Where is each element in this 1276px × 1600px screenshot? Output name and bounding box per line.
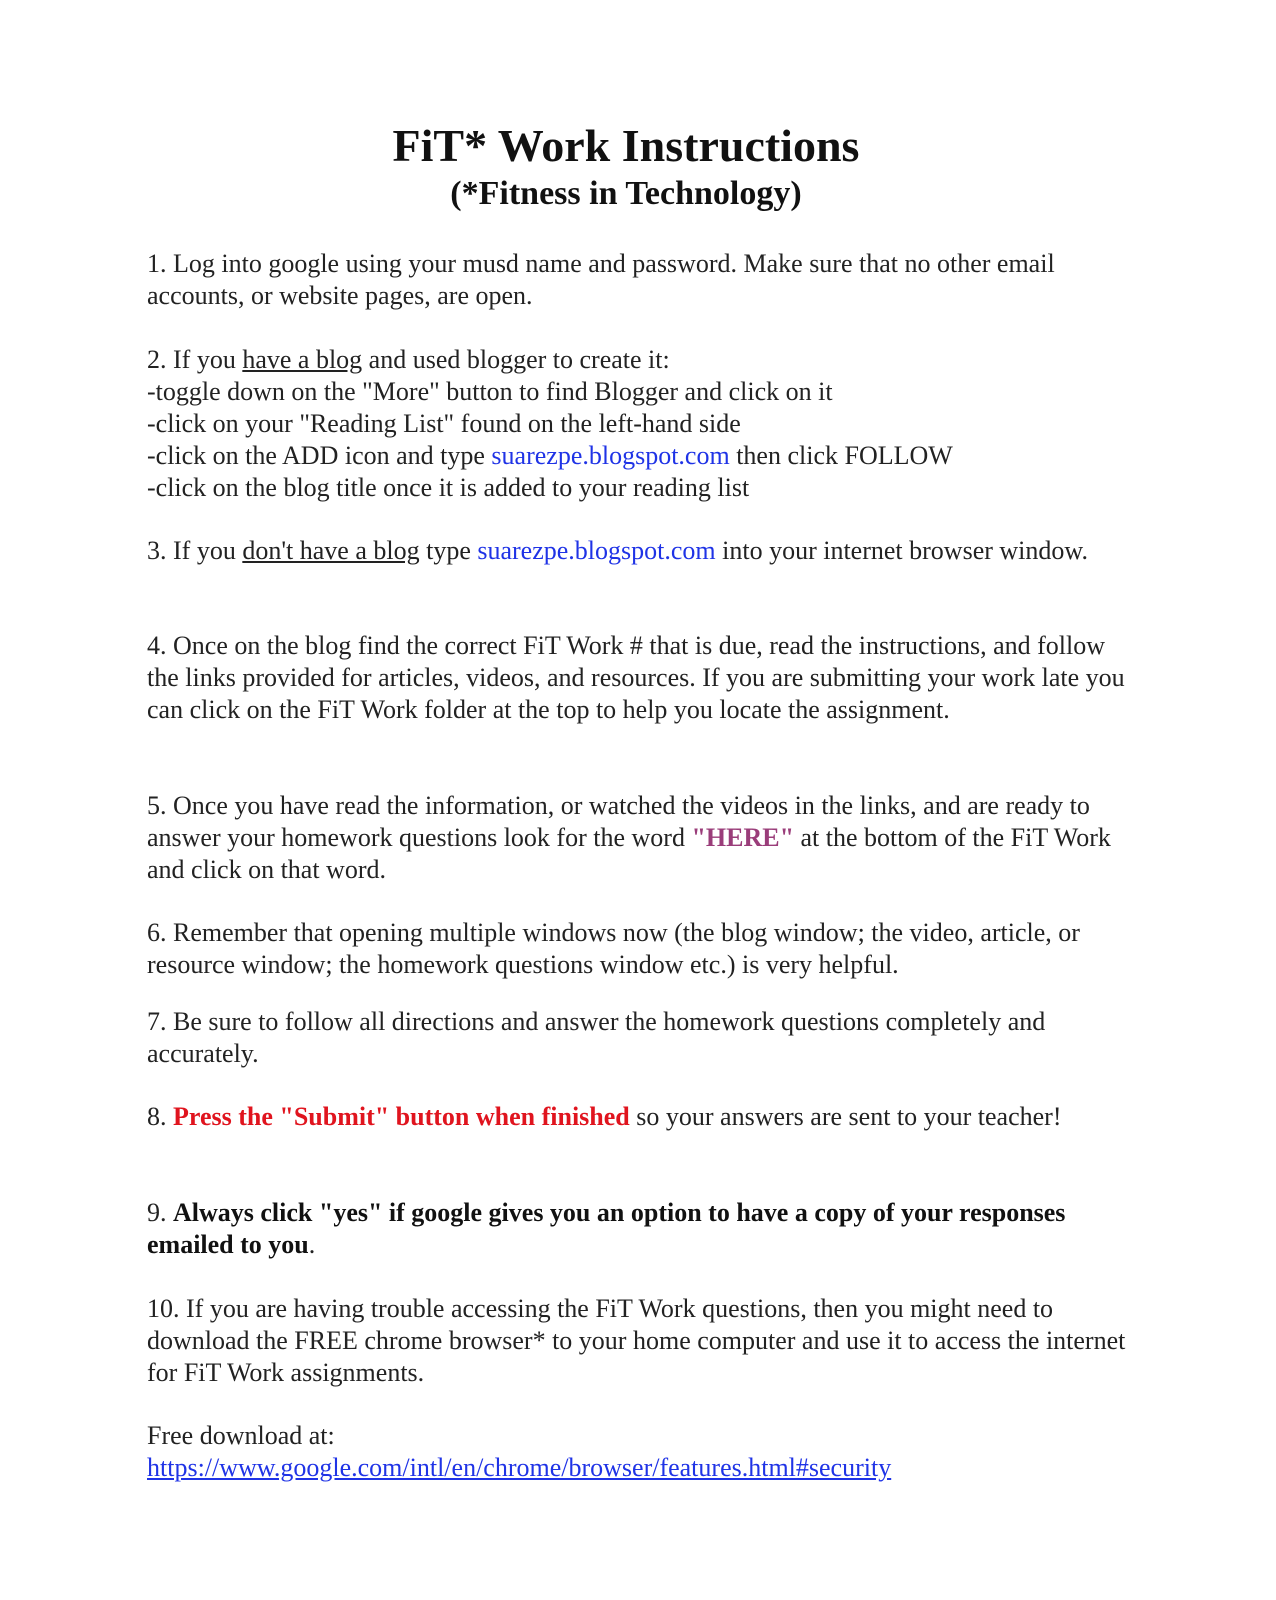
blog-link-2[interactable]: suarezpe.blogspot.com	[477, 536, 716, 565]
dont-have-a-blog-underline: don't have a blog	[242, 536, 420, 565]
blog-link[interactable]: suarezpe.blogspot.com	[491, 441, 730, 470]
here-keyword: "HERE"	[691, 823, 795, 852]
step-7	[147, 1006, 1127, 1070]
step-8-prefix: 8.	[147, 1102, 173, 1131]
download-label: Free download at:	[147, 1421, 335, 1450]
step-4-text: 4. Once on the blog find the correct FiT Work # that is due, read the instructions, and follow the links provided for articles, videos, and resources. If you are submitting your work late you can click on the FiT Work folder at the top to help you locate the assignment.	[147, 631, 1125, 724]
step-10-text: 10. If you are having trouble accessing the FiT Work questions, then you might need to download the FREE chrome browser* to your home computer and use it to access the internet for FiT Work assignments.	[147, 1294, 1126, 1387]
step-2-more-line: -toggle down on the "More" button to find Blogger and click on it	[147, 377, 833, 406]
page-title: FiT* Work Instructions	[392, 120, 860, 171]
step-8-suffix: so your answers are sent to your teacher!	[629, 1102, 1062, 1131]
step-2-suffix: and used blogger to create it:	[362, 345, 670, 374]
step-5-text	[147, 790, 1127, 886]
step-1-text: 1. Log into google using your musd name and password. Make sure that no other email accounts, or website pages, are open.	[147, 249, 1055, 310]
step-2-add-line	[147, 440, 1127, 472]
download-section	[147, 1420, 1127, 1484]
step-9	[147, 1197, 1127, 1261]
step-10	[147, 1293, 1127, 1389]
step-3-text	[147, 535, 1127, 567]
step-5-prefix: 5. Once you have read the information, or watched the videos in the links, and are ready to answer your homework questions look for the word	[147, 791, 1090, 852]
step-2-add-prefix: -click on the ADD icon and type	[147, 441, 492, 470]
step-5	[147, 790, 1127, 886]
step-2-add-suffix: then click FOLLOW	[729, 441, 953, 470]
step-7-text: 7. Be sure to follow all directions and answer the homework questions completely and accurately.	[147, 1007, 1046, 1068]
step-6-text: 6. Remember that opening multiple windows now (the blog window; the video, article, or resource window; the homework questions window etc.) is very helpful.	[147, 918, 1080, 979]
step-1	[147, 248, 1127, 312]
step-3-suffix: into your internet browser window.	[715, 536, 1088, 565]
step-4	[147, 630, 1127, 726]
page-subtitle: (*Fitness in Technology)	[450, 175, 802, 212]
step-3-middle: type	[419, 536, 478, 565]
step-2	[147, 344, 1127, 504]
have-a-blog-underline: have a blog	[242, 345, 363, 374]
step-9-prefix: 9.	[147, 1198, 173, 1227]
step-2-intro	[147, 344, 1127, 376]
download-url-line	[147, 1452, 1127, 1484]
step-2-prefix: 2. If you	[147, 345, 243, 374]
chrome-download-link[interactable]: https://www.google.com/intl/en/chrome/browser/features.html#security	[147, 1453, 892, 1482]
step-2-title-line: -click on the blog title once it is added to your reading list	[147, 473, 750, 502]
submit-emphasis: Press the "Submit" button when finished	[173, 1102, 630, 1131]
step-9-text	[147, 1197, 1127, 1261]
step-3-prefix: 3. If you	[147, 536, 243, 565]
step-8-text	[147, 1101, 1127, 1133]
step-2-reading-line: -click on your "Reading List" found on the left-hand side	[147, 409, 741, 438]
step-8	[147, 1101, 1127, 1133]
step-5-suffix: at the bottom of the FiT Work and click on that word.	[147, 823, 1111, 884]
step-3	[147, 535, 1127, 567]
step-6	[147, 917, 1127, 981]
step-9-suffix: .	[308, 1230, 316, 1259]
step-9-bold: Always click "yes" if google gives you an option to have a copy of your responses emailed to you	[147, 1198, 1066, 1259]
